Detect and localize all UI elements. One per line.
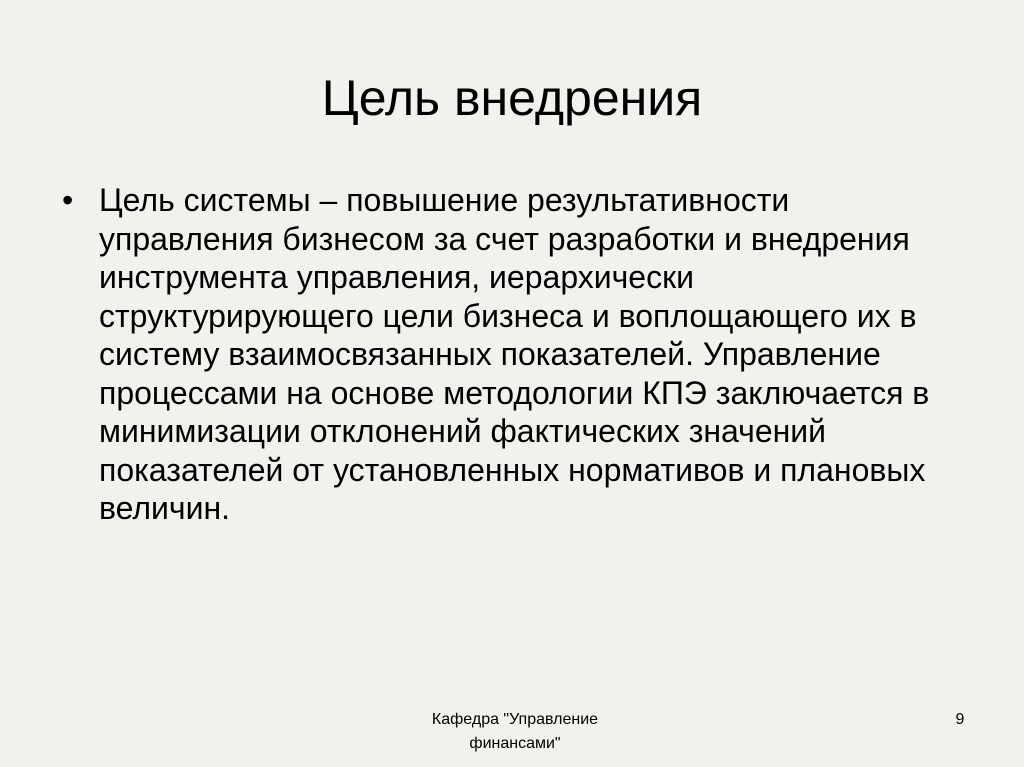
bullet-marker: • xyxy=(62,182,74,218)
bullet-list xyxy=(62,181,962,528)
footer-label: Кафедра "Управление финансами" xyxy=(431,711,599,752)
bullet-item xyxy=(62,181,962,528)
page-number: 9 xyxy=(955,711,965,728)
bullet-text: Цель системы – повышение результативности управления бизнесом за счет разработки и внедрения инструмента управления, иерархически структурирующего цели бизнеса и воплощающего их в систему взаимосвязанных показателей. Управление процессами на основе методологии КПЭ заключается в минимизации отклонений фактических значений показателей от установленных нормативов и плановых величин. xyxy=(99,182,930,526)
slide-title: Цель внедрения xyxy=(321,70,703,126)
